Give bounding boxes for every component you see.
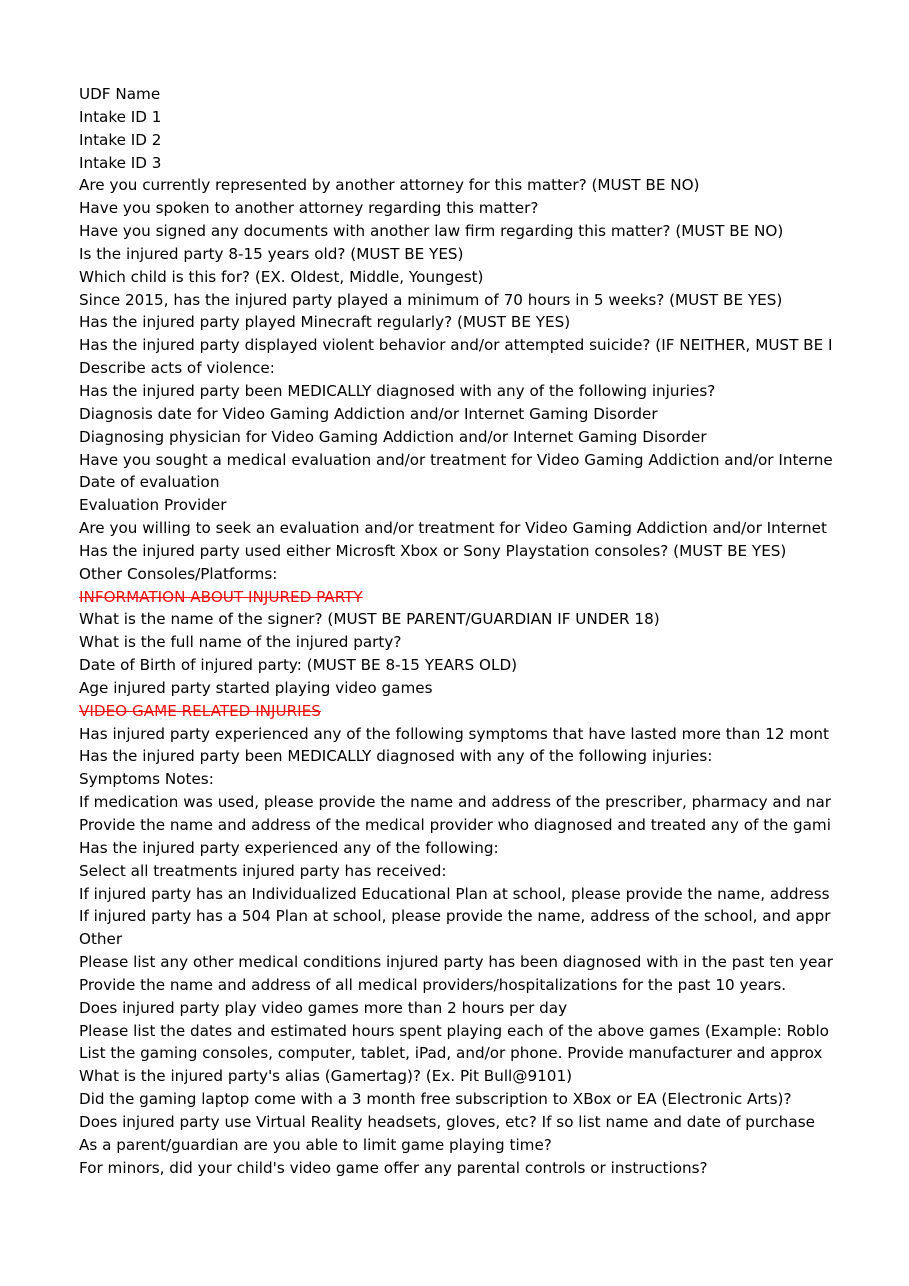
field-label: Has the injured party displayed violent behavior and/or attempted suicide? (IF NEITHER, MUST BE I [79, 336, 833, 355]
field-label: For minors, did your child's video game offer any parental controls or instructions? [79, 1158, 708, 1177]
field-label: Other [79, 930, 123, 949]
field-label: Provide the name and address of the medical provider who diagnosed and treated any of the gami [79, 816, 831, 834]
field-label: Describe acts of violence: [79, 359, 275, 378]
field-label: What is the full name of the injured party? [79, 633, 402, 652]
field-label: Please list any other medical conditions injured party has been diagnosed with in the past ten year [79, 953, 833, 972]
field-label: Evaluation Provider [79, 496, 227, 515]
field-label: Diagnosis date for Video Gaming Addiction and/or Internet Gaming Disorder [79, 404, 658, 423]
field-label: What is the name of the signer? (MUST BE PARENT/GUARDIAN IF UNDER 18) [79, 610, 660, 629]
field-label: If injured party has a 504 Plan at school, please provide the name, address of the school, and appr [79, 907, 831, 926]
field-label: If medication was used, please provide the name and address of the prescriber, pharmacy and nar [79, 793, 831, 812]
field-label: What is the injured party's alias (Gamertag)? (Ex. Pit Bull@9101) [79, 1067, 573, 1086]
field-label: Date of evaluation [79, 473, 220, 492]
section-heading: INFORMATION ABOUT INJURED PARTY [79, 587, 363, 606]
field-label: Which child is this for? (EX. Oldest, Middle, Youngest) [79, 267, 484, 286]
field-label: Other Consoles/Platforms: [79, 564, 278, 583]
section-heading: VIDEO GAME RELATED INJURIES [79, 701, 321, 720]
field-label: As a parent/guardian are you able to limit game playing time? [79, 1135, 552, 1154]
field-label: Intake ID 1 [79, 107, 162, 126]
field-label: Since 2015, has the injured party played a minimum of 70 hours in 5 weeks? (MUST BE YES) [79, 290, 783, 309]
field-label: Has the injured party experienced any of the following: [79, 838, 499, 857]
field-label: Has the injured party used either Microsft Xbox or Sony Playstation consoles? (MUST BE YES) [79, 541, 787, 560]
field-label: If injured party has an Individualized Educational Plan at school, please provide the name, address [79, 884, 830, 903]
field-label: Is the injured party 8-15 years old? (MUST BE YES) [79, 244, 464, 263]
field-label: Intake ID 3 [79, 153, 162, 172]
field-label: List the gaming consoles, computer, tablet, iPad, and/or phone. Provide manufacturer and approx [79, 1044, 823, 1063]
field-label: Diagnosing physician for Video Gaming Addiction and/or Internet Gaming Disorder [79, 427, 707, 446]
field-label: Does injured party play video games more than 2 hours per day [79, 998, 568, 1017]
field-list [79, 83, 909, 1180]
field-label: Intake ID 2 [79, 130, 162, 149]
field-label: Have you signed any documents with another law firm regarding this matter? (MUST BE NO) [79, 222, 784, 241]
field-label: Has the injured party been MEDICALLY diagnosed with any of the following injuries? [79, 381, 716, 400]
field-label: Provide the name and address of all medical providers/hospitalizations for the past 10 years. [79, 975, 787, 994]
field-label: Has the injured party been MEDICALLY diagnosed with any of the following injuries: [79, 747, 713, 766]
field-label: Select all treatments injured party has received: [79, 861, 447, 880]
field-label: Are you currently represented by another attorney for this matter? (MUST BE NO) [79, 176, 700, 195]
field-label: Did the gaming laptop come with a 3 month free subscription to XBox or EA (Electronic Arts)? [79, 1090, 792, 1109]
field-label: Date of Birth of injured party: (MUST BE 8-15 YEARS OLD) [79, 656, 518, 675]
field-label: Age injured party started playing video games [79, 678, 433, 697]
field-label: Have you spoken to another attorney regarding this matter? [79, 199, 539, 218]
field-label: Are you willing to seek an evaluation and/or treatment for Video Gaming Addiction and/or Internet [79, 519, 827, 538]
field-label: Symptoms Notes: [79, 770, 214, 789]
field-label: Does injured party use Virtual Reality headsets, gloves, etc? If so list name and date of purchase [79, 1112, 815, 1131]
field-label: Has injured party experienced any of the following symptoms that have lasted more than 12 mont [79, 724, 829, 743]
field-label: UDF Name [79, 85, 161, 103]
field-label: Have you sought a medical evaluation and/or treatment for Video Gaming Addiction and/or Interne [79, 450, 833, 469]
field-label: Please list the dates and estimated hours spent playing each of the above games (Example: Roblo [79, 1021, 829, 1040]
field-label: Has the injured party played Minecraft regularly? (MUST BE YES) [79, 313, 571, 332]
